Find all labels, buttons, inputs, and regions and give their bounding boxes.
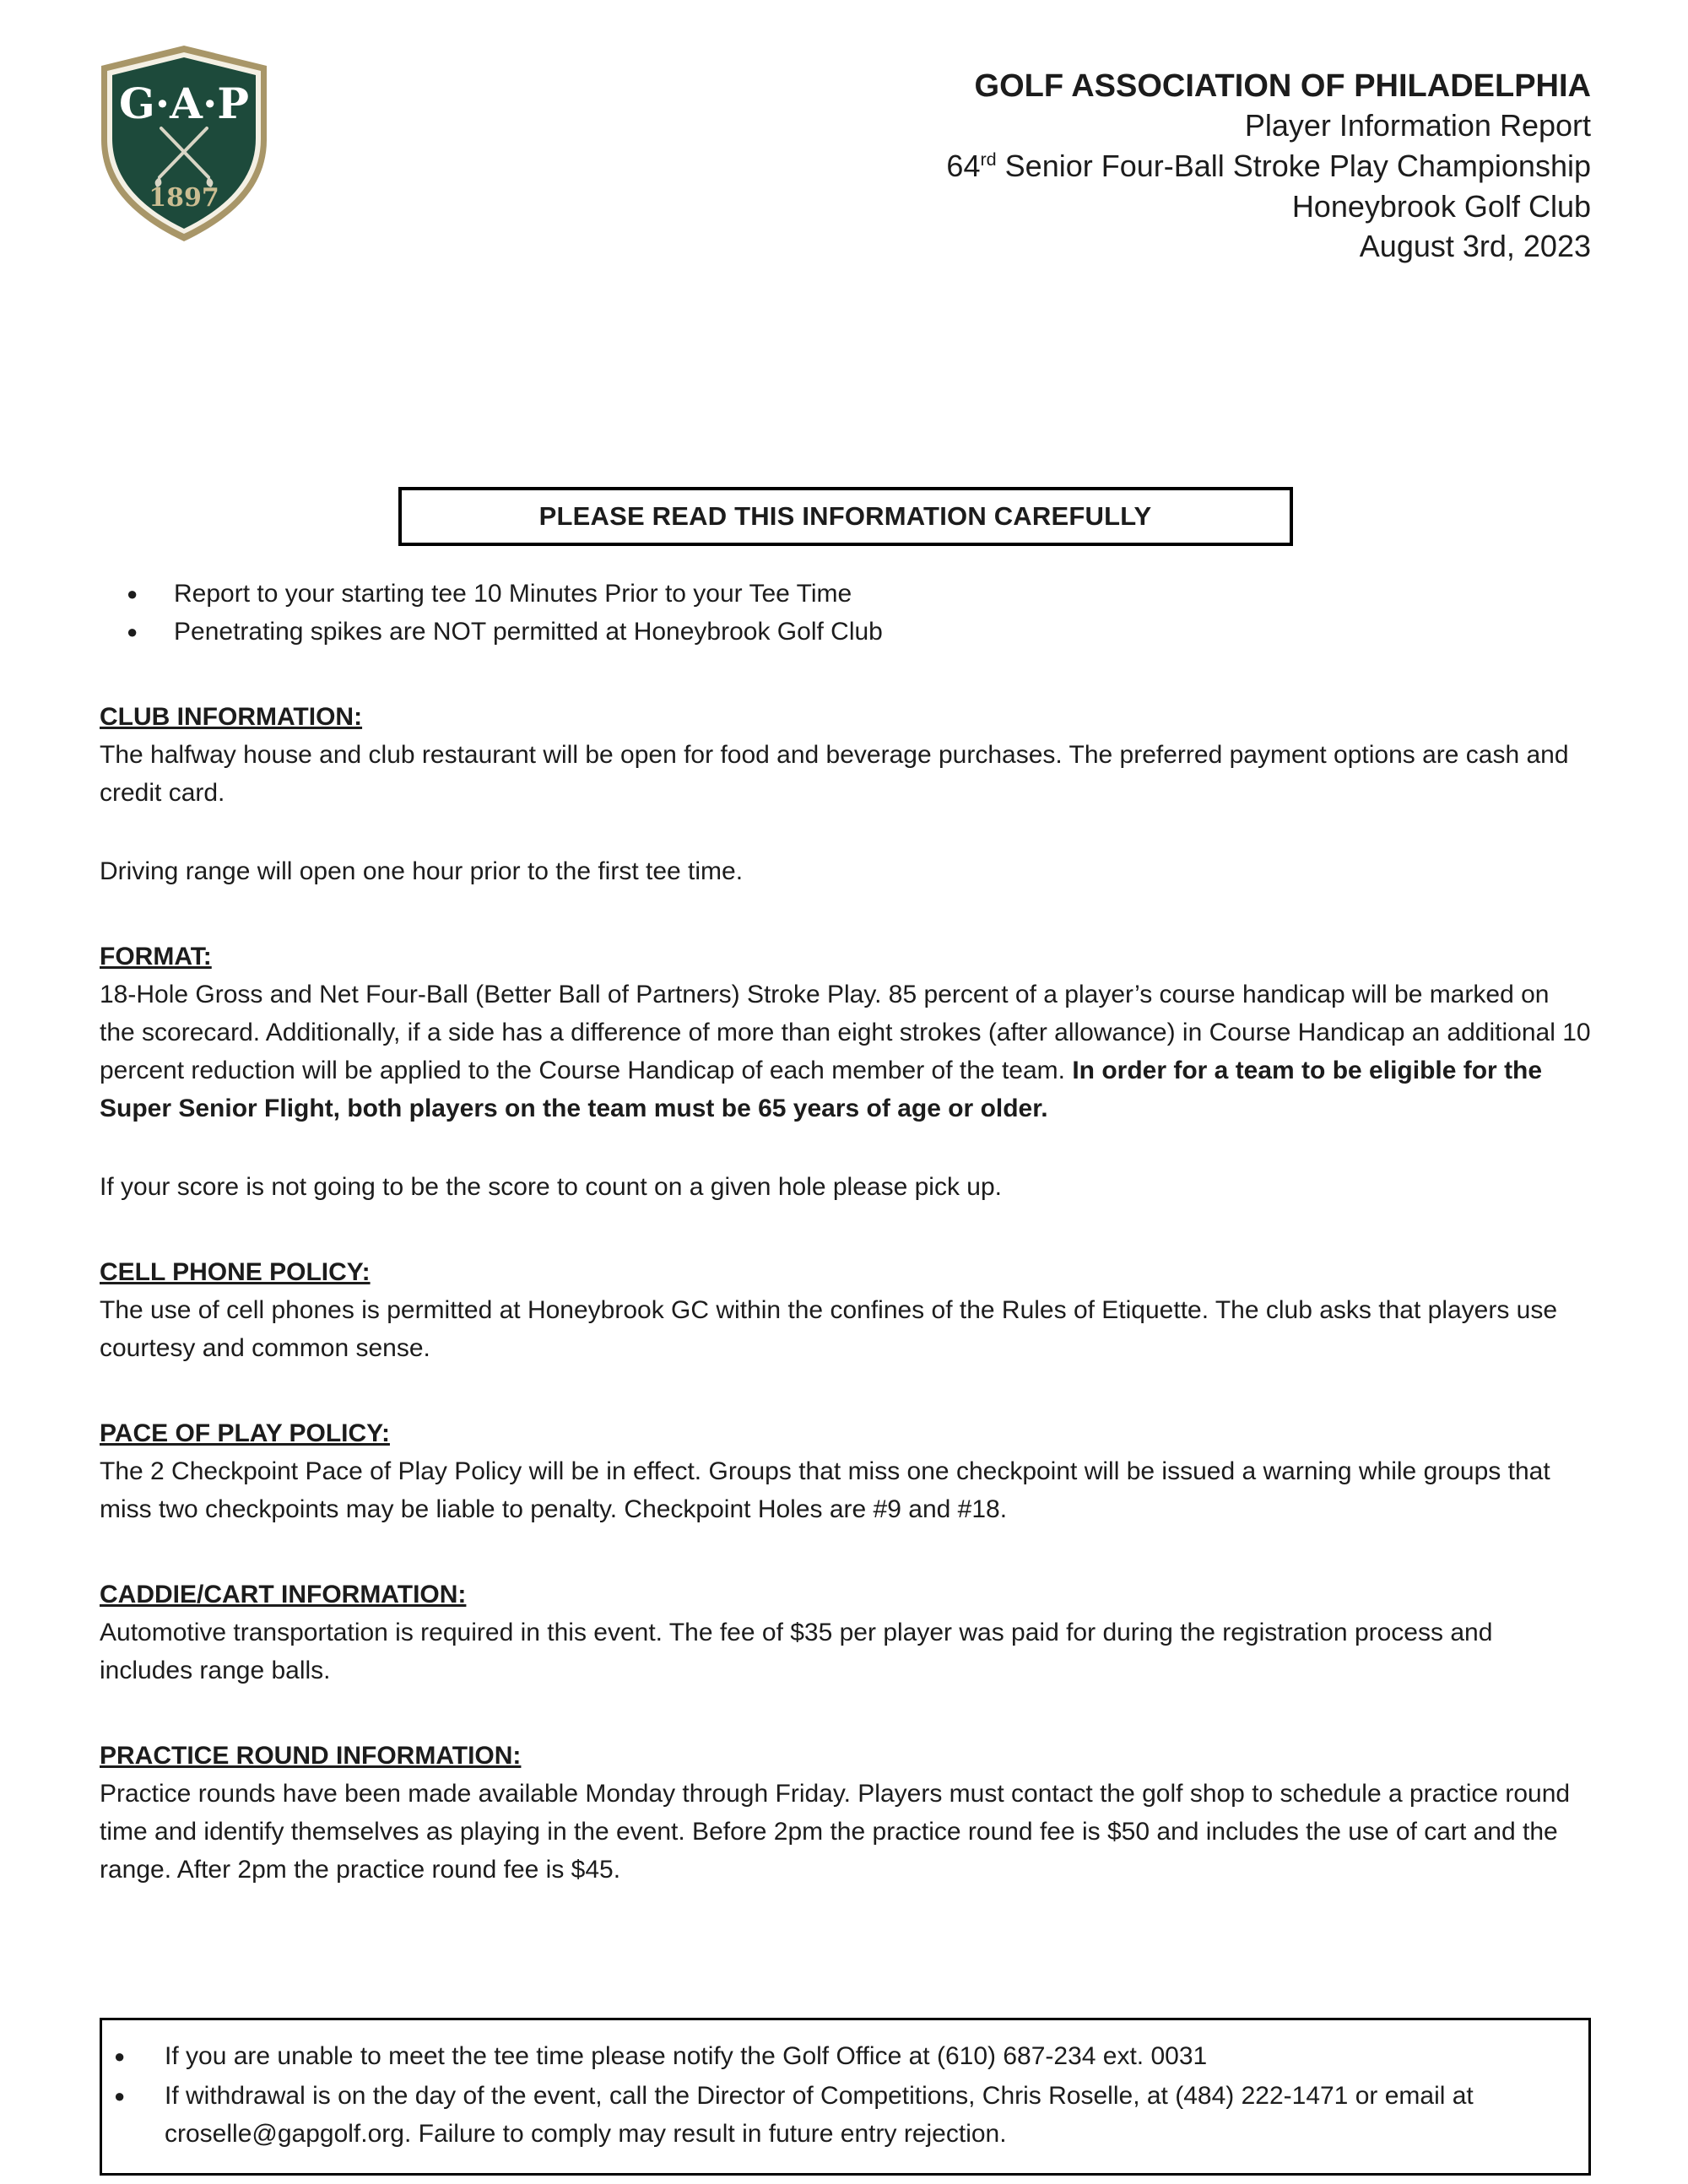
section-heading: CADDIE/CART INFORMATION: bbox=[100, 1581, 467, 1609]
list-item bbox=[102, 2037, 1572, 2075]
contact-notice-list bbox=[102, 2037, 1572, 2153]
contact-notice-text: If you are unable to meet the tee time please notify the Golf Office at (610) 687-234 ext. 0031 bbox=[165, 2042, 1208, 2070]
list-item bbox=[100, 575, 1591, 613]
bullet-icon: ● bbox=[114, 2085, 126, 2106]
section-practice-round-information bbox=[100, 1737, 1591, 1889]
section-cell-phone-policy bbox=[100, 1253, 1591, 1367]
section-heading: PRACTICE ROUND INFORMATION: bbox=[100, 1742, 522, 1770]
bullet-icon: ● bbox=[127, 583, 138, 605]
report-title: Player Information Report bbox=[1244, 108, 1591, 143]
org-title: GOLF ASSOCIATION OF PHILADELPHIA bbox=[974, 68, 1591, 104]
section-pace-of-play-policy bbox=[100, 1414, 1591, 1528]
event-number: 64 bbox=[946, 148, 981, 183]
header-title-block bbox=[946, 44, 1591, 269]
section-paragraph: The halfway house and club restaurant will be open for food and beverage purchases. The preferred payment options are cash and credit card. bbox=[100, 741, 1569, 808]
notice-text: PLEASE READ THIS INFORMATION CAREFULLY bbox=[538, 501, 1152, 532]
instruction-text: Penetrating spikes are NOT permitted at Honeybrook Golf Club bbox=[174, 618, 883, 646]
event-ordinal: rd bbox=[980, 148, 997, 170]
section-paragraph: If your score is not going to be the score to count on a given hole please pick up. bbox=[100, 1173, 1002, 1202]
section-paragraph: The use of cell phones is permitted at Honeybrook GC within the confines of the Rules of Etiquette. The club asks that players use courtesy and common sense. bbox=[100, 1296, 1558, 1363]
venue-name: Honeybrook Golf Club bbox=[1291, 188, 1591, 224]
bullet-icon: ● bbox=[114, 2046, 126, 2067]
read-carefully-notice-box bbox=[398, 487, 1293, 546]
section-heading: FORMAT: bbox=[100, 943, 212, 971]
section-paragraph: Driving range will open one hour prior to the first tee time. bbox=[100, 857, 744, 886]
section-paragraph bbox=[100, 976, 1591, 1127]
gap-shield-logo-icon bbox=[95, 44, 273, 245]
document-header bbox=[100, 44, 1591, 269]
section-caddie-cart-information bbox=[100, 1576, 1591, 1689]
event-title bbox=[946, 149, 1591, 184]
bullet-icon: ● bbox=[127, 621, 138, 643]
section-paragraph: The 2 Checkpoint Pace of Play Policy will be in effect. Groups that miss one checkpoint will be issued a warning while groups that miss two checkpoints may be liable to penalty. Checkpoint Holes are #9 and #18. bbox=[100, 1457, 1550, 1524]
instruction-text: Report to your starting tee 10 Minutes Prior to your Tee Time bbox=[174, 580, 852, 608]
event-name: Senior Four-Ball Stroke Play Championship bbox=[996, 148, 1591, 183]
gap-logo bbox=[95, 44, 273, 245]
contact-notice-box bbox=[100, 2018, 1591, 2176]
logo-year: 1897 bbox=[149, 183, 219, 213]
contact-notice-text: If withdrawal is on the day of the event, call the Director of Competitions, Chris Roselle, at (484) 222-1471 or email at croselle@gapgolf.org. Failure to comply may result in future entry rejection. bbox=[165, 2082, 1474, 2148]
key-instructions-list bbox=[100, 575, 1591, 651]
section-paragraph: Automotive transportation is required in this event. The fee of $35 per player was paid for during the registration process and includes range balls. bbox=[100, 1619, 1493, 1685]
section-heading: CLUB INFORMATION: bbox=[100, 703, 363, 732]
event-date: August 3rd, 2023 bbox=[1359, 229, 1591, 264]
section-heading: CELL PHONE POLICY: bbox=[100, 1258, 371, 1287]
section-club-information bbox=[100, 698, 1591, 890]
list-item bbox=[102, 2077, 1572, 2153]
format-text: 18-Hole Gross and Net Four-Ball (Better Ball of Partners) Stroke Play. 85 percent of a player’s course handicap will be marked on the scorecard. Additionally, if a side has a difference of more than eight strokes (after allowance) in Course Handicap an additional 10 percent reduction will be applied to the Course Handicap of each member of the team. bbox=[100, 981, 1591, 1085]
section-paragraph: Practice rounds have been made available Monday through Friday. Players must contact the golf shop to schedule a practice round time and identify themselves as playing in the event. Before 2pm the practice round fee is $50 and includes the use of cart and the range. After 2pm the practice round fee is $45. bbox=[100, 1780, 1571, 1884]
section-heading: PACE OF PLAY POLICY: bbox=[100, 1419, 390, 1448]
logo-acronym: G·A·P bbox=[119, 78, 249, 128]
format-bold-text: In order for a team to be eligible for the Super Senior Flight, both players on the team must be 65 years of age or older. bbox=[100, 1057, 1543, 1123]
section-format bbox=[100, 938, 1591, 1206]
list-item bbox=[100, 613, 1591, 651]
